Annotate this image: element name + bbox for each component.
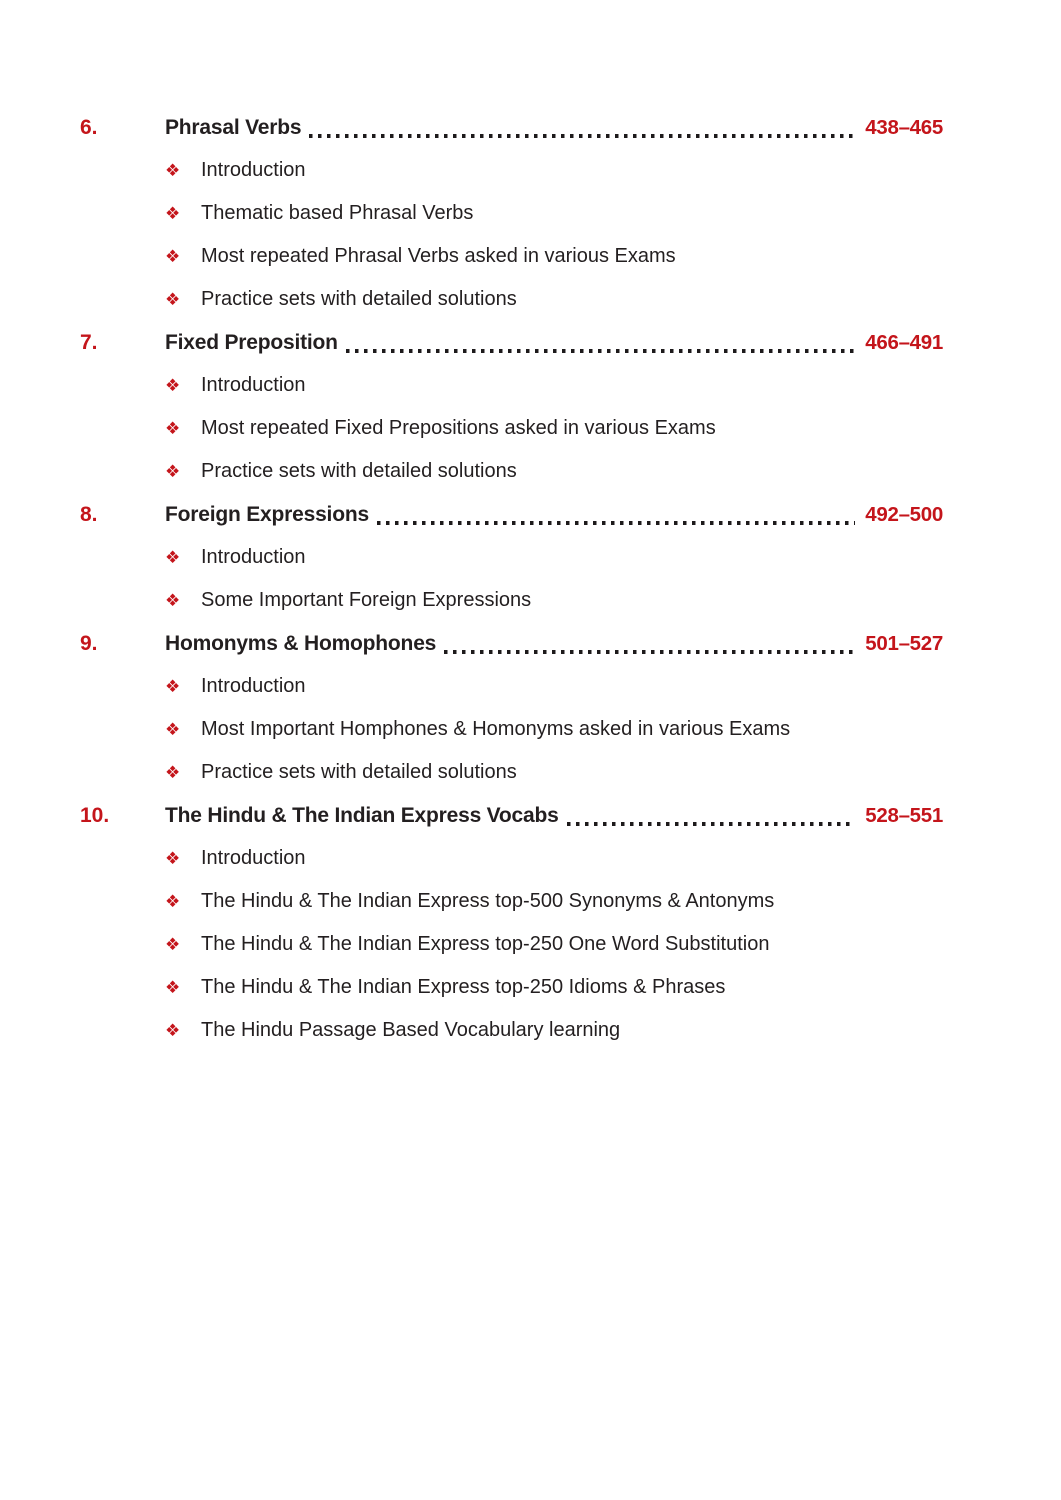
chapter-number: 9. <box>80 632 98 655</box>
toc-item-label: Most repeated Phrasal Verbs asked in various Exams <box>201 245 676 267</box>
toc-item-row <box>80 751 943 794</box>
toc-item-row <box>80 708 943 751</box>
chapter-title: Phrasal Verbs <box>165 116 302 139</box>
toc-item-row <box>80 966 943 1009</box>
toc-item-row <box>80 235 943 278</box>
diamond-bullet-icon: ❖ <box>165 204 181 223</box>
chapter-page-range: 492–500 <box>865 503 943 526</box>
toc-item-label: Most Important Homphones & Homonyms asked in various Exams <box>201 718 791 740</box>
dot-leader <box>567 794 856 837</box>
toc-item-label: Introduction <box>201 159 306 181</box>
chapter-page-range: 466–491 <box>865 331 943 354</box>
dot-leader <box>377 493 855 536</box>
diamond-bullet-icon: ❖ <box>165 161 181 180</box>
diamond-bullet-icon: ❖ <box>165 548 181 567</box>
chapter-page-range: 528–551 <box>865 804 943 827</box>
toc-item-label: The Hindu & The Indian Express top-250 Idioms & Phrases <box>201 976 726 998</box>
toc-item-row <box>80 192 943 235</box>
dot-leader <box>346 321 855 364</box>
diamond-bullet-icon: ❖ <box>165 720 181 739</box>
diamond-bullet-icon: ❖ <box>165 763 181 782</box>
chapter-row <box>80 794 943 837</box>
chapter-number: 7. <box>80 331 98 354</box>
toc-item-row <box>80 837 943 880</box>
chapter-title: Fixed Preposition <box>165 331 338 354</box>
chapter-page-range: 438–465 <box>865 116 943 139</box>
dot-leader <box>309 106 855 149</box>
dot-leader <box>444 622 855 665</box>
chapter-title: Foreign Expressions <box>165 503 369 526</box>
table-of-contents <box>80 106 943 1052</box>
toc-item-label: The Hindu & The Indian Express top-500 Synonyms & Antonyms <box>201 890 775 912</box>
chapter-number: 6. <box>80 116 98 139</box>
diamond-bullet-icon: ❖ <box>165 591 181 610</box>
chapter-row <box>80 321 943 364</box>
diamond-bullet-icon: ❖ <box>165 419 181 438</box>
toc-item-row <box>80 579 943 622</box>
toc-item-row <box>80 1009 943 1052</box>
toc-item-label: Introduction <box>201 374 306 396</box>
toc-item-label: Some Important Foreign Expressions <box>201 589 532 611</box>
toc-item-row <box>80 364 943 407</box>
chapter-number: 10. <box>80 804 110 827</box>
toc-item-row <box>80 149 943 192</box>
toc-item-row <box>80 880 943 923</box>
chapter-number: 8. <box>80 503 98 526</box>
toc-item-label: The Hindu & The Indian Express top-250 One Word Substitution <box>201 933 770 955</box>
toc-item-label: Practice sets with detailed solutions <box>201 761 517 783</box>
toc-item-row <box>80 278 943 321</box>
toc-item-row <box>80 450 943 493</box>
toc-item-label: Thematic based Phrasal Verbs <box>201 202 474 224</box>
chapter-row <box>80 493 943 536</box>
toc-item-label: The Hindu Passage Based Vocabulary learning <box>201 1019 621 1041</box>
toc-item-row <box>80 665 943 708</box>
toc-item-label: Introduction <box>201 847 306 869</box>
toc-item-label: Practice sets with detailed solutions <box>201 460 517 482</box>
chapter-row <box>80 622 943 665</box>
chapter-row <box>80 106 943 149</box>
diamond-bullet-icon: ❖ <box>165 849 181 868</box>
diamond-bullet-icon: ❖ <box>165 978 181 997</box>
diamond-bullet-icon: ❖ <box>165 290 181 309</box>
toc-item-label: Practice sets with detailed solutions <box>201 288 517 310</box>
diamond-bullet-icon: ❖ <box>165 376 181 395</box>
toc-item-row <box>80 536 943 579</box>
diamond-bullet-icon: ❖ <box>165 247 181 266</box>
chapter-title: Homonyms & Homophones <box>165 632 437 655</box>
toc-item-label: Introduction <box>201 546 306 568</box>
chapter-page-range: 501–527 <box>865 632 943 655</box>
toc-item-row <box>80 923 943 966</box>
diamond-bullet-icon: ❖ <box>165 1021 181 1040</box>
diamond-bullet-icon: ❖ <box>165 462 181 481</box>
diamond-bullet-icon: ❖ <box>165 892 181 911</box>
toc-item-label: Most repeated Fixed Prepositions asked in various Exams <box>201 417 716 439</box>
chapter-title: The Hindu & The Indian Express Vocabs <box>165 804 559 827</box>
diamond-bullet-icon: ❖ <box>165 677 181 696</box>
toc-item-label: Introduction <box>201 675 306 697</box>
toc-item-row <box>80 407 943 450</box>
diamond-bullet-icon: ❖ <box>165 935 181 954</box>
